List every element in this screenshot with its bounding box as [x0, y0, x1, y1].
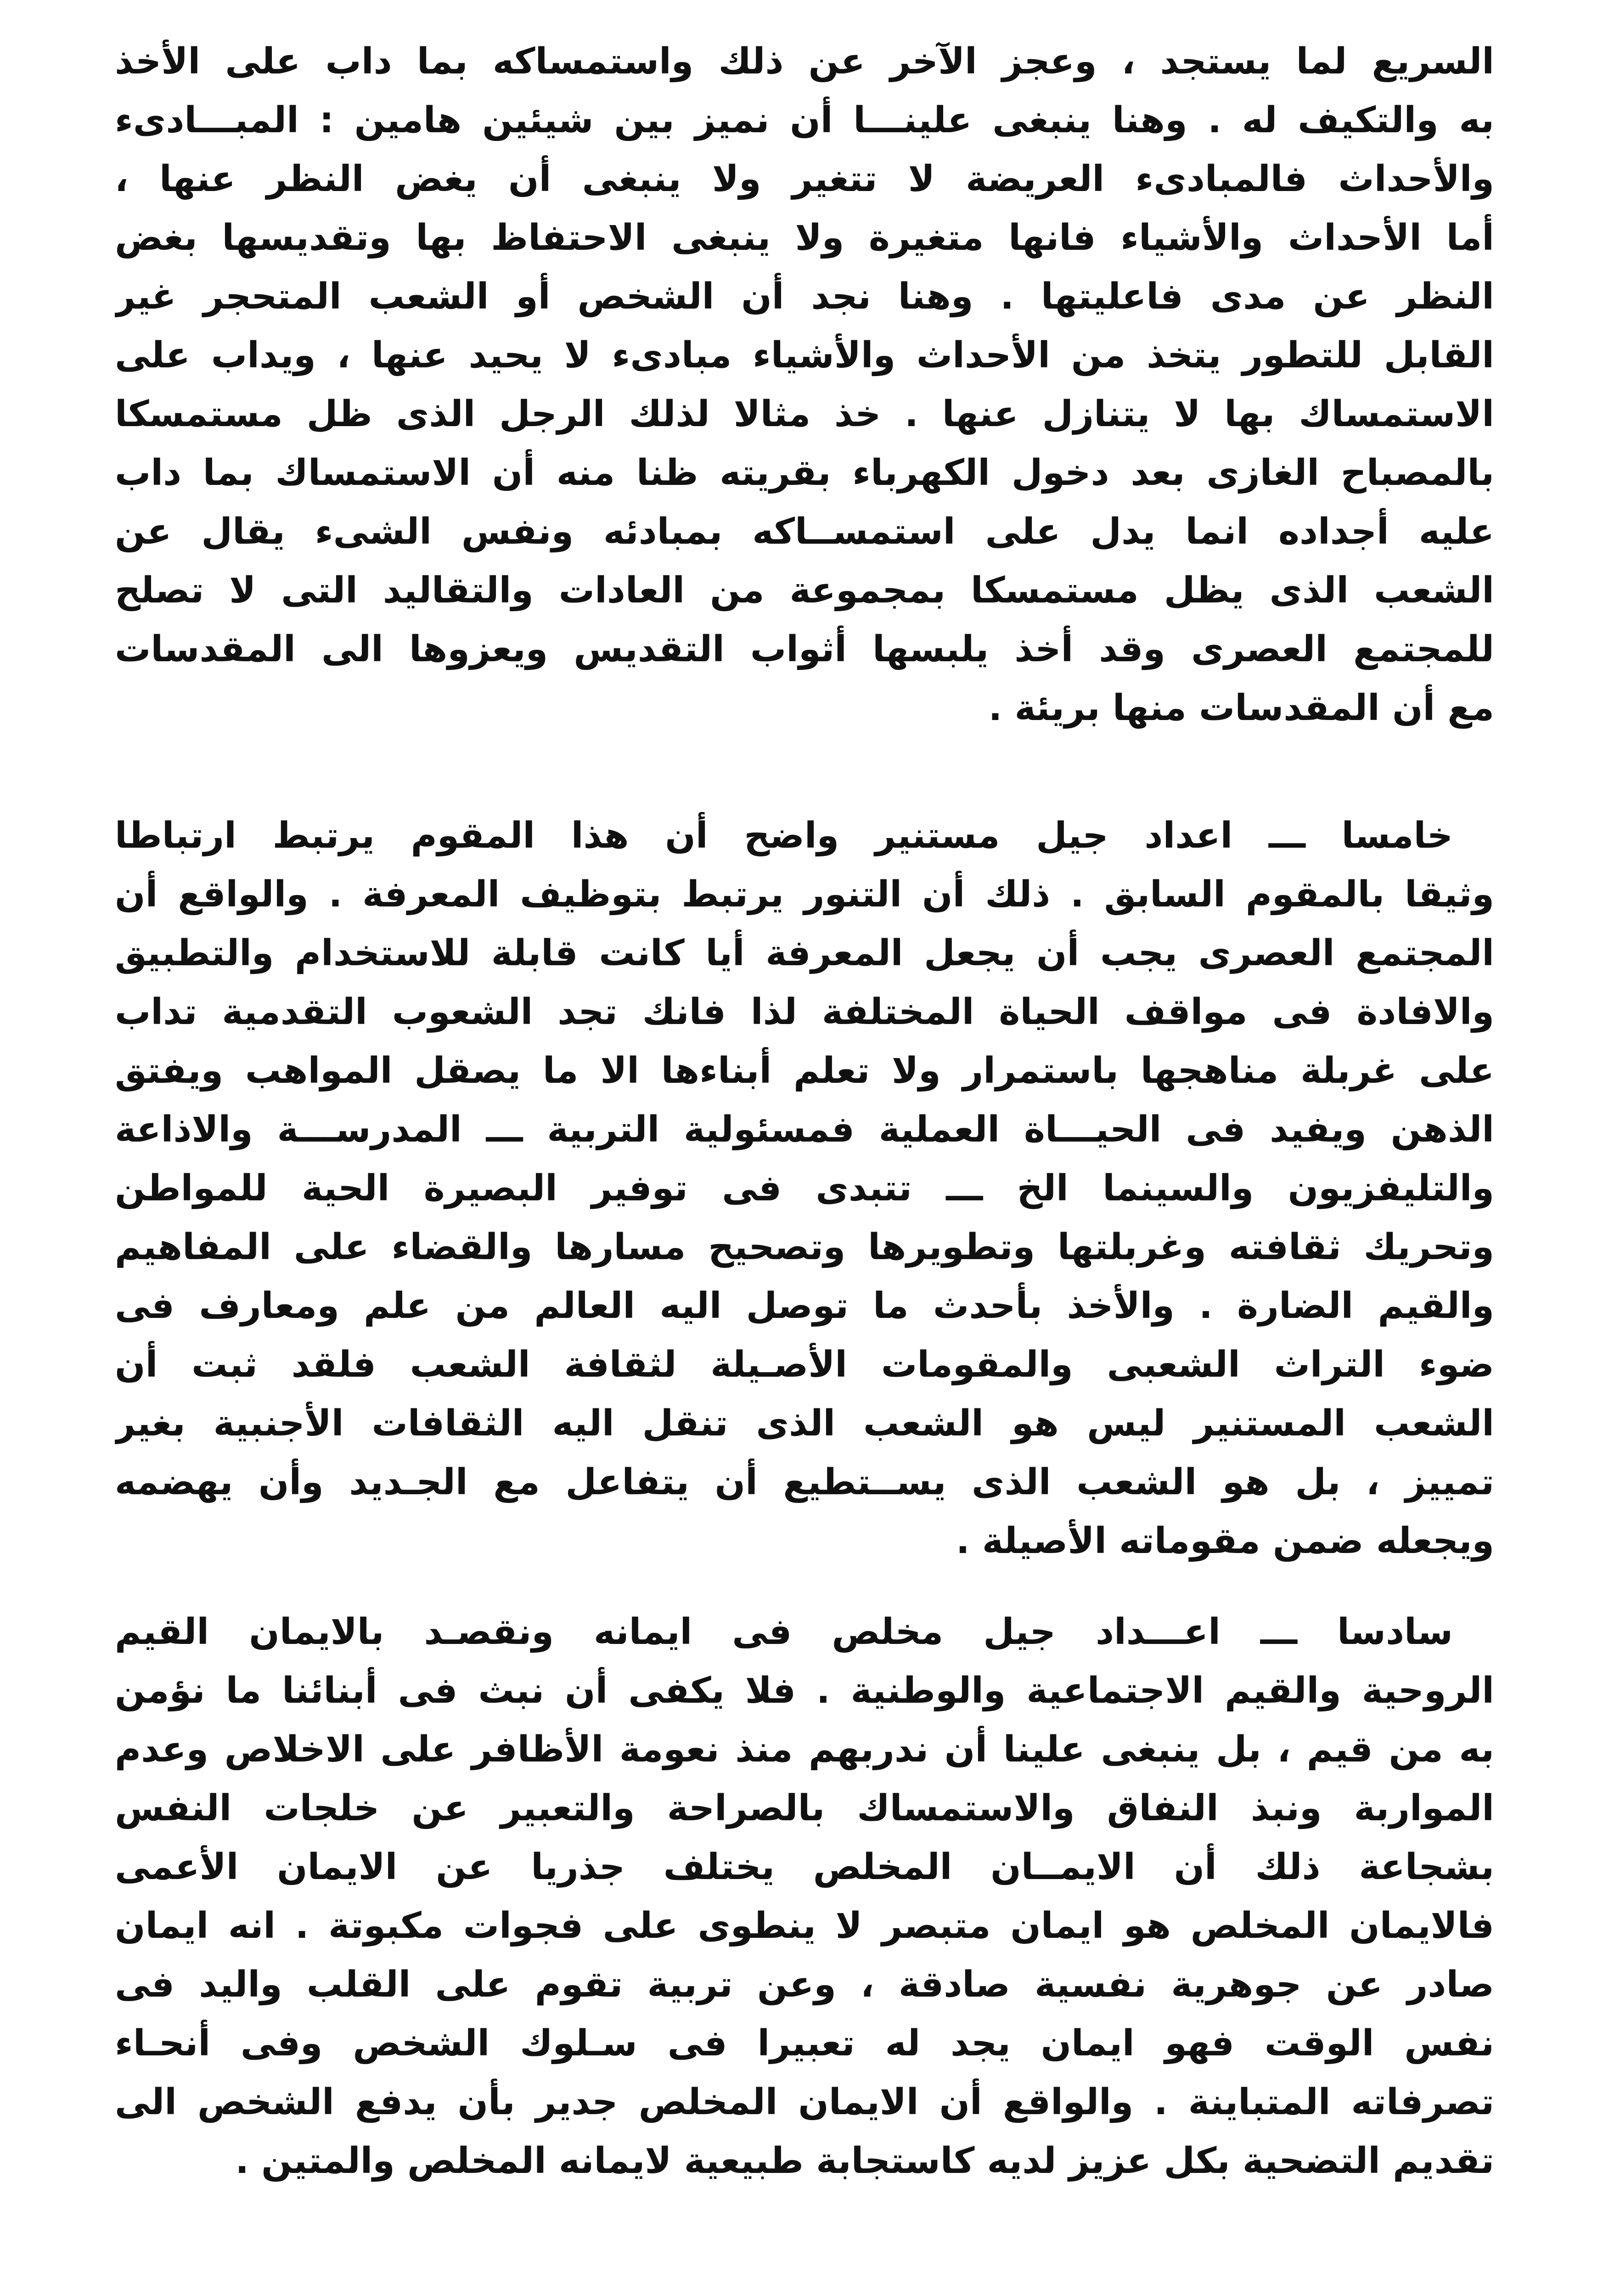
paragraph-3: [115, 1603, 1494, 2190]
text-line: المواربة ونبذ النفاق والاستمساك بالصراحة والتعبير عن خلجات النفس: [115, 1788, 1494, 1829]
text-line: صادر عن جوهرية نفسية صادقة ، وعن تربية تقوم على القلب واليد فى: [115, 1964, 1494, 2005]
text-line: المجتمع العصرى يجب أن يجعل المعرفة أيا كانت قابلة للاستخدام والتطبيق: [115, 933, 1494, 974]
section-heading-sixth: سادسا ـــ: [1260, 1611, 1453, 1653]
text-line: به من قيم ، بل ينبغى علينا أن ندربهم منذ نعومة الأظافر على الاخلاص وعدم: [115, 1729, 1494, 1770]
text-line: والتليفزيون والسينما الخ ـــ تتبدى فى توفير البصيرة الحية للمواطن: [115, 1168, 1494, 1209]
text-line: ضوء التراث الشعبى والمقومات الأصـيلة لثقافة الشعب فلقد ثبت أن: [115, 1344, 1494, 1385]
text-line: والقيم الضارة . والأخذ بأحدث ما توصل اليه العالم من علم ومعارف فى: [115, 1285, 1494, 1327]
text-line: أما الأحداث والأشياء فانها متغيرة ولا ينبغى الاحتفاظ بها وتقديسها بغض: [115, 217, 1494, 259]
section-heading-fifth: خامسا ـــ: [1268, 815, 1453, 856]
text-line: والافادة فى مواقف الحياة المختلفة لذا فانك تجد الشعوب التقدمية تداب: [115, 991, 1494, 1033]
text-line: السريع لما يستجد ، وعجز الآخر عن ذلك واستمساكه بما داب على الأخذ: [115, 41, 1494, 82]
text-line: وتحريك ثقافته وغربلتها وتطويرها وتصحيح مسارها والقضاء على المفاهيم: [115, 1227, 1494, 1268]
paragraph-1: [115, 32, 1494, 737]
text-line: وثيقا بالمقوم السابق . ذلك أن التنور يرتبط بتوظيف المعرفة . والواقع أن: [115, 874, 1494, 915]
text-line: والأحداث فالمبادىء العريضة لا تتغير ولا ينبغى أن يغض النظر عنها ،: [115, 158, 1494, 200]
text-line: الشعب المستنير ليس هو الشعب الذى تنقل اليه الثقافات الأجنبية بغير: [115, 1403, 1494, 1444]
text-line: نفس الوقت فهو ايمان يجد له تعبيرا فى سـلوك الشخص وفى أنحـاء: [115, 2023, 1494, 2064]
text-line: الاستمساك بها لا يتنازل عنها . خذ مثالا لذلك الرجل الذى ظل مستمسكا: [115, 394, 1494, 435]
text-line: الذهن ويفيد فى الحيـــاة العملية فمسئولية التربية ـــ المدرســـة والاذاعة: [115, 1109, 1494, 1150]
text-line: ويجعله ضمن مقوماته الأصيلة .: [956, 1520, 1494, 1562]
paragraph-spacer: [115, 1570, 1494, 1603]
text-line: عليه أجداده انما يدل على استمســاكه بمبادئه ونفس الشىء يقال عن: [115, 511, 1494, 552]
text-line: تصرفاته المتباينة . والواقع أن الايمان المخلص جدير بأن يدفع الشخص الى: [115, 2082, 1494, 2123]
text-line: تقديم التضحية بكل عزيز لديه كاستجابة طبيعية لايمانه المخلص والمتين .: [235, 2140, 1494, 2182]
text-line: النظر عن مدى فاعليتها . وهنا نجد أن الشخص أو الشعب المتحجر غير: [115, 276, 1494, 317]
text-line: به والتكيف له . وهنا ينبغى علينـــا أن نميز بين شيئين هامين : المبـــادىء: [115, 100, 1494, 141]
text-line: تمييز ، بل هو الشعب الذى يســتطيع أن يتفاعل مع الجـديد وأن يهضمه: [115, 1462, 1494, 1503]
text-line: على غربلة مناهجها باستمرار ولا تعلم أبناءها الا ما يصقل المواهب ويفتق: [115, 1050, 1494, 1092]
text-line: للمجتمع العصرى وقد أخذ يلبسها أثواب التقديس ويعزوها الى المقدسات: [115, 629, 1494, 670]
paragraph-2: [115, 806, 1494, 1570]
text-line: القابل للتطور يتخذ من الأحداث والأشياء مبادىء لا يحيد عنها ، ويداب على: [115, 335, 1494, 376]
text-line: مع أن المقدسات منها بريئة .: [988, 687, 1494, 729]
text-line: الروحية والقيم الاجتماعية والوطنية . فلا يكفى أن نبث فى أبنائنا ما نؤمن: [115, 1670, 1494, 1711]
paragraph-2-first-line-text: اعداد جيل مستنير واضح أن هذا المقوم يرتبط ارتباطا: [115, 815, 1233, 856]
paragraph-3-first-line: [115, 1603, 1494, 1661]
paragraph-3-first-line-text: اعـــداد جيل مخلص فى ايمانه ونقصـد بالايمان القيم: [115, 1611, 1221, 1653]
text-line: الشعب الذى يظل مستمسكا بمجموعة من العادات والتقاليد التى لا تصلح: [115, 570, 1494, 611]
text-line: بالمصباح الغازى بعد دخول الكهرباء بقريته ظنا منه أن الاستمساك بما داب: [115, 452, 1494, 494]
text-line: فالايمان المخلص هو ايمان متبصر لا ينطوى على فجوات مكبوتة . انه ايمان: [115, 1905, 1494, 1947]
paragraph-spacer: [115, 737, 1494, 806]
text-line: بشجاعة ذلك أن الايمــان المخلص يختلف جذريا عن الايمان الأعمى: [115, 1846, 1494, 1888]
paragraph-2-first-line: [115, 806, 1494, 865]
